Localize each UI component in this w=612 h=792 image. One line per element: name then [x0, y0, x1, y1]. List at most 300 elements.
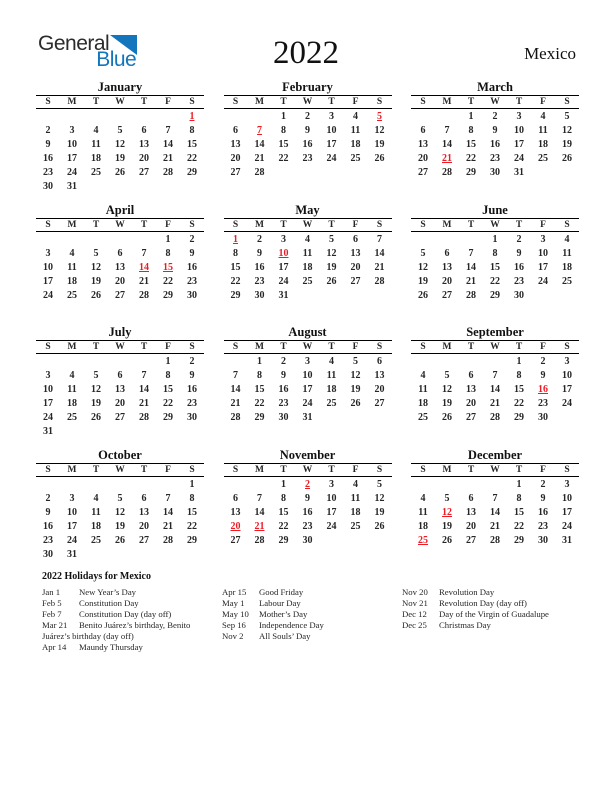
weekday-label: S: [564, 342, 570, 352]
date-cell: 16: [43, 520, 53, 532]
date-cell: 27: [139, 167, 149, 178]
month-october: [30, 447, 210, 570]
date-cell: 12: [115, 139, 125, 150]
weekday-label: S: [376, 97, 383, 107]
date-cell: 18: [418, 520, 428, 532]
date-cell: 21: [254, 153, 265, 164]
month-december: [405, 447, 585, 570]
holiday-entry: [222, 587, 402, 598]
date-cell: 30: [187, 412, 197, 423]
date-cell: 27: [466, 534, 476, 546]
empty-date-cell: [84, 180, 108, 194]
date-cell: 1: [281, 111, 286, 122]
date-cell: 2: [516, 233, 522, 245]
date-cell: 4: [420, 370, 426, 381]
weekday-header-row: [36, 218, 204, 232]
date-cell: 30: [514, 289, 524, 301]
weekday-header-row: [411, 218, 579, 232]
date-cell: 26: [562, 153, 572, 164]
month-title: April: [105, 202, 135, 217]
weekday-label: F: [540, 97, 546, 107]
date-cell: 31: [562, 534, 572, 546]
weekday-header-row: [36, 463, 204, 477]
date-cell: 4: [564, 233, 570, 245]
date-cell: 9: [516, 247, 522, 259]
month-july: [30, 324, 210, 447]
weekday-label: M: [255, 97, 264, 107]
date-cell: 4: [93, 125, 99, 136]
date-cell: 6: [444, 247, 450, 259]
dates-grid: [36, 355, 204, 439]
date-cell: 21: [490, 520, 500, 532]
date-cell: 20: [418, 153, 428, 164]
date-cell: 18: [538, 139, 548, 150]
date-cell: 30: [490, 167, 500, 178]
date-cell: 25: [350, 153, 361, 164]
date-cell: 8: [189, 125, 195, 136]
date-cell: 17: [67, 520, 77, 532]
date-cell: 19: [350, 384, 361, 395]
date-cell: 23: [538, 398, 548, 409]
weekday-label: M: [442, 342, 452, 352]
empty-date-cell: [36, 233, 60, 247]
date-cell: 24: [67, 167, 77, 178]
date-cell: 28: [254, 167, 265, 178]
date-cell: 24: [67, 534, 77, 546]
empty-date-cell: [435, 110, 459, 124]
date-cell: 6: [377, 356, 382, 367]
holidays-title: 2022 Holidays for Mexico: [42, 571, 151, 582]
date-cell: 3: [564, 356, 570, 367]
date-cell: 27: [466, 412, 476, 423]
date-cell: 27: [139, 534, 149, 546]
date-cell: 18: [418, 398, 428, 409]
date-cell: 13: [466, 506, 476, 518]
empty-date-cell: [320, 534, 344, 548]
date-cell: 17: [326, 506, 337, 518]
empty-date-cell: [132, 425, 156, 439]
date-cell: 3: [516, 111, 522, 122]
date-cell: 20: [115, 398, 125, 409]
date-cell: 4: [69, 370, 75, 381]
date-cell: 31: [67, 181, 77, 192]
date-cell: 23: [538, 520, 548, 532]
holiday-entry: [402, 598, 588, 609]
holiday-entry: [42, 620, 222, 642]
weekday-header-row: [224, 463, 392, 477]
date-cell: 28: [442, 167, 452, 178]
weekday-label: F: [352, 464, 359, 475]
date-cell: 5: [117, 492, 123, 504]
holiday-name: Revolution Day: [439, 587, 495, 597]
date-cell: 2: [281, 356, 286, 367]
empty-date-cell: [411, 478, 435, 492]
date-cell: 16: [514, 261, 524, 273]
date-cell: 22: [230, 275, 241, 287]
date-cell: 26: [374, 153, 385, 164]
empty-date-cell: [108, 548, 132, 562]
date-cell: 13: [442, 261, 452, 273]
empty-date-cell: [180, 425, 204, 439]
weekday-label: T: [515, 97, 523, 107]
date-cell: 7: [492, 370, 498, 381]
holiday-name: Christmas Day: [439, 620, 491, 630]
date-cell: 8: [516, 492, 522, 504]
empty-date-cell: [368, 289, 392, 303]
date-cell: 10: [562, 370, 572, 381]
month-title: October: [98, 447, 142, 462]
date-cell: 8: [165, 370, 171, 381]
date-cell: 3: [329, 478, 334, 490]
date-cell: 3: [540, 233, 546, 245]
date-cell: 10: [302, 370, 313, 381]
empty-date-cell: [368, 411, 392, 425]
date-cell: 6: [141, 492, 147, 504]
date-cell: 8: [257, 370, 262, 381]
date-cell: 29: [514, 534, 524, 546]
date-cell: 8: [189, 492, 195, 504]
weekday-label: F: [165, 97, 171, 107]
date-cell: 19: [418, 275, 428, 287]
date-cell: 22: [278, 520, 289, 532]
empty-date-cell: [60, 355, 84, 369]
weekday-label: T: [280, 219, 287, 230]
date-cell: 26: [326, 275, 337, 287]
weekday-label: T: [467, 219, 475, 230]
date-cell: 6: [117, 247, 123, 259]
month-title: July: [108, 325, 132, 339]
holiday-name: Constitution Day (day off): [79, 609, 172, 619]
holiday-date: Jan 1: [42, 587, 61, 597]
date-cell: 14: [254, 139, 265, 150]
date-cell: 11: [91, 506, 101, 518]
empty-date-cell: [156, 180, 180, 194]
empty-date-cell: [36, 478, 60, 492]
weekday-label: T: [328, 219, 335, 230]
weekday-label: T: [328, 464, 335, 475]
month-september: [405, 324, 585, 447]
dates-grid: [36, 478, 204, 562]
date-cell: 19: [115, 520, 125, 532]
holiday-entry: [42, 587, 222, 598]
date-cell: 26: [91, 412, 101, 423]
empty-date-cell: [483, 355, 507, 369]
date-cell: 5: [420, 247, 426, 259]
date-cell: 2: [189, 233, 195, 245]
date-cell: 8: [516, 370, 522, 381]
date-cell: 25: [326, 398, 337, 409]
date-cell: 21: [139, 398, 149, 409]
date-cell: 22: [254, 398, 265, 409]
date-cell: 25: [418, 412, 428, 423]
date-cell: 29: [490, 289, 500, 301]
date-cell: 14: [490, 506, 500, 518]
weekday-label: M: [442, 219, 452, 230]
date-cell: 10: [43, 261, 53, 273]
weekday-label: S: [420, 342, 426, 352]
date-cell: 11: [302, 247, 313, 259]
holiday-date: Dec 12: [402, 609, 427, 619]
weekday-label: M: [255, 219, 264, 230]
weekday-label: T: [467, 464, 475, 475]
weekday-header-row: [411, 463, 579, 477]
country-title: Mexico: [524, 44, 576, 63]
weekday-header-row: [224, 340, 392, 354]
date-cell: 22: [163, 398, 173, 409]
holiday-date: Feb 7: [42, 609, 62, 619]
date-cell: 13: [115, 261, 125, 273]
date-cell: 15: [514, 384, 524, 395]
dates-grid: [36, 233, 204, 303]
date-cell: 11: [418, 384, 428, 395]
date-cell: 5: [377, 478, 382, 490]
date-cell: 6: [420, 125, 426, 136]
date-cell: 21: [163, 520, 173, 532]
date-cell: 19: [374, 139, 385, 150]
date-cell: 16: [187, 384, 197, 395]
weekday-label: F: [352, 219, 359, 230]
weekday-header-row: [411, 340, 579, 354]
date-cell: 5: [564, 111, 570, 122]
holiday-name: Constitution Day: [79, 598, 139, 608]
empty-date-cell: [108, 355, 132, 369]
date-cell: 6: [233, 492, 238, 504]
logo-text-blue: Blue: [96, 48, 137, 71]
holiday-date: Nov 20: [402, 587, 428, 597]
date-cell: 9: [540, 492, 546, 504]
holiday-name: All Souls’ Day: [259, 631, 311, 641]
date-cell: 28: [139, 289, 149, 301]
date-cell: 11: [418, 506, 428, 518]
empty-date-cell: [435, 478, 459, 492]
holiday-date-cell: 15: [163, 261, 173, 273]
date-cell: 17: [43, 275, 53, 287]
date-cell: 30: [538, 412, 548, 423]
date-cell: 18: [350, 506, 361, 518]
date-cell: 13: [230, 139, 241, 150]
date-cell: 16: [302, 506, 313, 518]
holiday-date-cell: 1: [189, 111, 195, 122]
holiday-columns: [42, 587, 588, 653]
date-cell: 9: [492, 125, 498, 136]
empty-date-cell: [60, 110, 84, 124]
date-cell: 26: [374, 520, 385, 532]
holiday-entry: [222, 598, 402, 609]
date-cell: 15: [254, 384, 265, 395]
date-cell: 5: [444, 370, 450, 381]
date-cell: 23: [187, 398, 197, 409]
empty-date-cell: [459, 478, 483, 492]
weekday-label: S: [376, 342, 383, 352]
month-june: [405, 202, 585, 325]
holiday-date-cell: 5: [377, 111, 382, 122]
date-cell: 18: [67, 398, 77, 409]
empty-date-cell: [36, 110, 60, 124]
date-cell: 17: [538, 261, 548, 273]
date-cell: 6: [468, 492, 474, 504]
empty-date-cell: [368, 534, 392, 548]
date-cell: 9: [189, 247, 195, 259]
empty-date-cell: [84, 478, 108, 492]
empty-date-cell: [132, 548, 156, 562]
weekday-label: T: [328, 342, 335, 352]
date-cell: 1: [468, 111, 474, 122]
weekday-label: T: [140, 219, 148, 230]
empty-date-cell: [320, 166, 344, 180]
date-cell: 18: [91, 520, 101, 532]
date-cell: 16: [254, 261, 265, 273]
weekday-label: T: [92, 342, 100, 352]
month-title: January: [97, 80, 143, 94]
weekday-label: F: [165, 219, 171, 230]
date-cell: 12: [91, 384, 101, 395]
empty-date-cell: [84, 425, 108, 439]
holiday-date: Mar 21: [42, 620, 68, 630]
date-cell: 22: [163, 275, 173, 287]
weekday-label: W: [302, 464, 313, 475]
date-cell: 11: [538, 125, 548, 136]
empty-date-cell: [180, 548, 204, 562]
holiday-name: New Year’s Day: [79, 587, 137, 597]
date-cell: 22: [514, 398, 524, 409]
weekday-label: M: [255, 342, 264, 352]
month-title: February: [282, 80, 333, 94]
weekday-label: T: [92, 219, 100, 230]
date-cell: 25: [91, 167, 101, 178]
date-cell: 27: [115, 289, 125, 301]
date-cell: 1: [516, 478, 522, 490]
empty-date-cell: [248, 478, 272, 492]
date-cell: 7: [492, 492, 498, 504]
weekday-label: W: [490, 219, 500, 230]
date-cell: 3: [329, 111, 334, 122]
dates-grid: [411, 233, 579, 303]
date-cell: 12: [91, 261, 101, 273]
date-cell: 26: [442, 412, 452, 423]
date-cell: 13: [115, 384, 125, 395]
date-cell: 17: [43, 398, 53, 409]
date-cell: 11: [326, 370, 337, 381]
date-cell: 14: [254, 506, 265, 518]
date-cell: 2: [45, 492, 51, 504]
date-cell: 22: [514, 520, 524, 532]
date-cell: 16: [302, 139, 313, 150]
date-cell: 4: [353, 478, 358, 490]
date-cell: 9: [45, 506, 51, 518]
date-cell: 4: [540, 111, 546, 122]
weekday-label: T: [515, 219, 523, 230]
date-cell: 23: [302, 520, 313, 532]
date-cell: 1: [492, 233, 498, 245]
empty-date-cell: [60, 425, 84, 439]
weekday-label: S: [45, 219, 51, 230]
empty-date-cell: [531, 289, 555, 303]
date-cell: 19: [374, 506, 385, 518]
empty-date-cell: [108, 233, 132, 247]
date-cell: 16: [538, 506, 548, 518]
empty-date-cell: [272, 166, 296, 180]
date-cell: 22: [278, 153, 289, 164]
date-cell: 11: [67, 384, 77, 395]
date-cell: 31: [302, 412, 313, 423]
empty-date-cell: [320, 411, 344, 425]
date-cell: 27: [374, 398, 385, 409]
holiday-name: Good Friday: [259, 587, 304, 597]
weekday-label: T: [467, 342, 475, 352]
date-cell: 18: [91, 153, 101, 164]
empty-date-cell: [344, 411, 368, 425]
date-cell: 29: [466, 167, 476, 178]
empty-date-cell: [84, 233, 108, 247]
date-cell: 14: [230, 384, 241, 395]
date-cell: 11: [91, 139, 101, 150]
weekday-label: W: [490, 464, 500, 475]
date-cell: 3: [281, 233, 286, 245]
weekday-label: S: [564, 464, 570, 475]
empty-date-cell: [132, 233, 156, 247]
date-cell: 14: [163, 506, 173, 518]
date-cell: 14: [139, 384, 149, 395]
date-cell: 4: [305, 233, 310, 245]
date-cell: 21: [139, 275, 149, 287]
date-cell: 28: [163, 534, 173, 546]
weekday-label: F: [540, 342, 546, 352]
date-cell: 30: [43, 181, 53, 192]
empty-date-cell: [132, 355, 156, 369]
date-cell: 15: [278, 139, 289, 150]
date-cell: 24: [562, 398, 572, 409]
month-title: November: [279, 447, 336, 462]
weekday-label: F: [165, 464, 171, 475]
empty-date-cell: [180, 180, 204, 194]
date-cell: 29: [514, 412, 524, 423]
date-cell: 23: [43, 534, 53, 546]
date-cell: 22: [466, 153, 476, 164]
date-cell: 18: [562, 261, 572, 273]
weekday-label: S: [376, 219, 383, 230]
weekday-label: S: [232, 97, 239, 107]
weekday-label: S: [189, 219, 195, 230]
weekday-label: W: [115, 464, 125, 475]
empty-date-cell: [84, 548, 108, 562]
date-cell: 15: [230, 261, 241, 273]
weekday-label: F: [352, 342, 359, 352]
holiday-entry: [222, 631, 402, 642]
date-cell: 9: [189, 370, 195, 381]
holiday-date-cell: 20: [230, 520, 241, 532]
date-cell: 10: [67, 139, 77, 150]
date-cell: 10: [326, 492, 337, 504]
weekday-label: F: [540, 464, 546, 475]
date-cell: 16: [43, 153, 53, 164]
date-cell: 18: [67, 275, 77, 287]
holiday-entry: [42, 598, 222, 609]
date-cell: 27: [418, 167, 428, 178]
date-cell: 12: [326, 247, 337, 259]
holiday-date-cell: 2: [305, 478, 310, 490]
date-cell: 20: [115, 275, 125, 287]
holiday-name: Benito Juárez’s birthday, Benito Juárez’s birthday (day off): [42, 620, 191, 641]
holidays-section: [42, 570, 588, 653]
holiday-date-cell: 16: [538, 384, 548, 395]
date-cell: 23: [254, 275, 265, 287]
holiday-entry: [402, 609, 588, 620]
date-cell: 8: [165, 247, 171, 259]
month-january: [30, 79, 210, 202]
holiday-name: Revolution Day (day off): [439, 598, 527, 608]
date-cell: 30: [538, 534, 548, 546]
month-title: June: [482, 202, 508, 217]
